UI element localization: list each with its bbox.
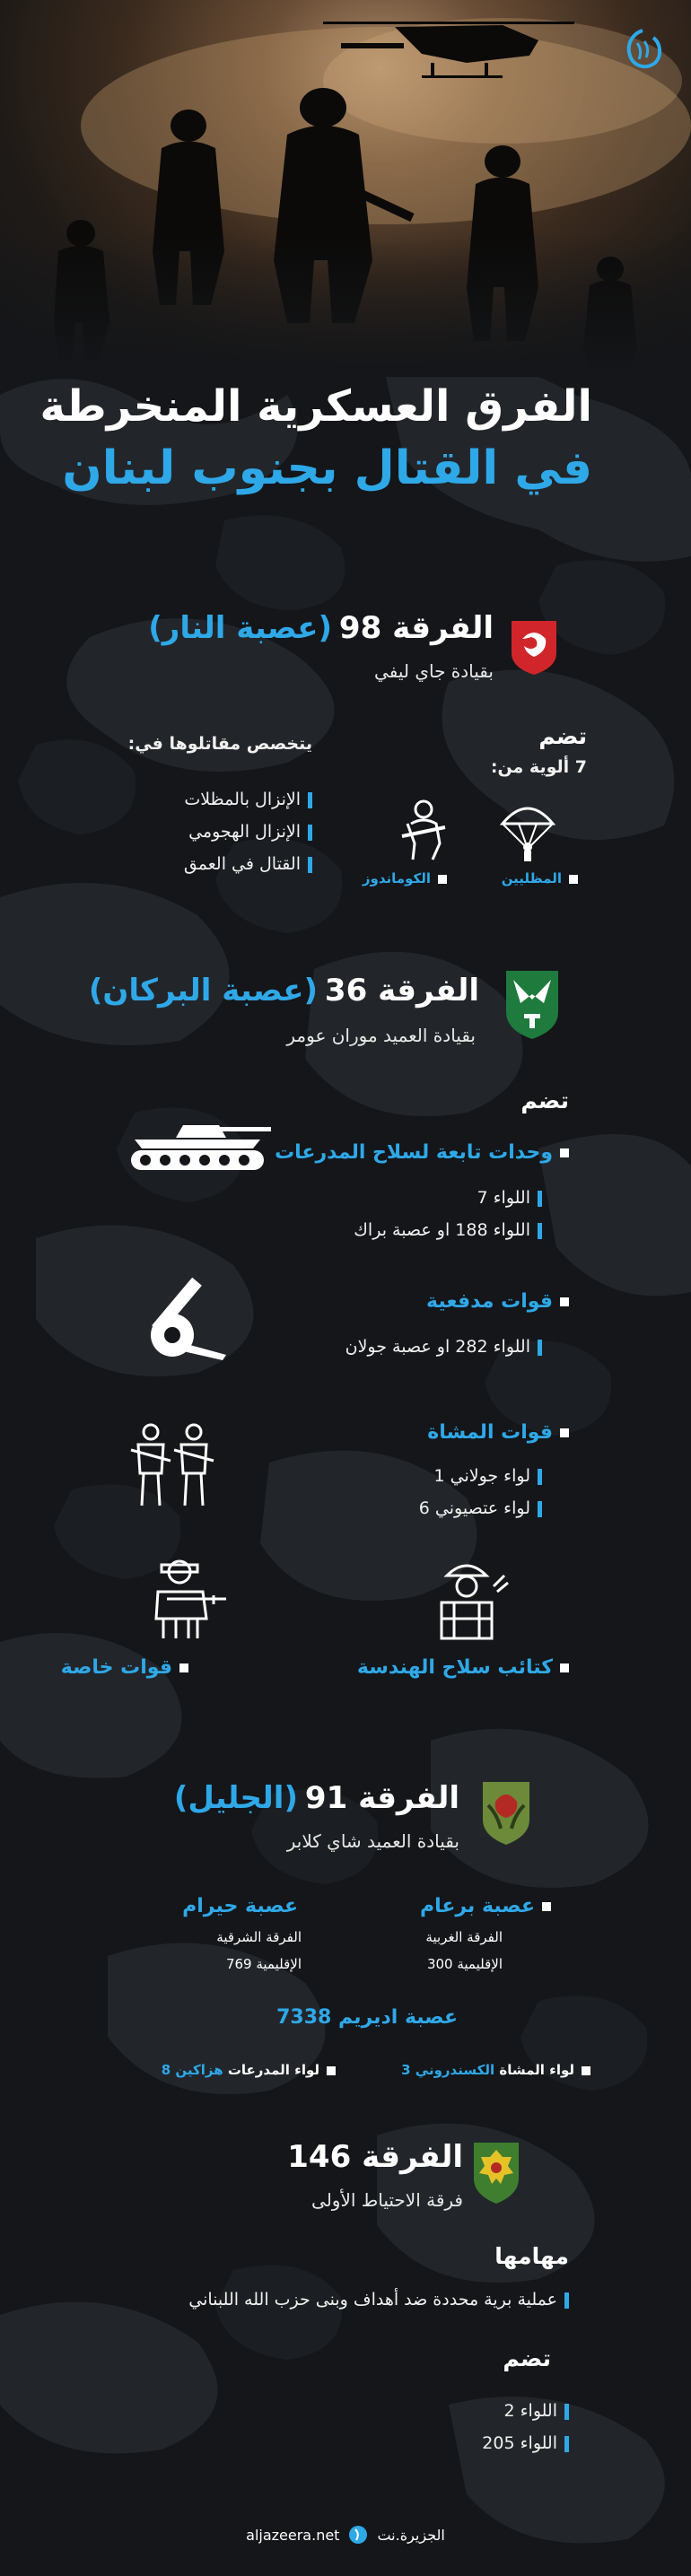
division-36-badge-icon [503,967,562,1041]
division-36-armor-label: وحدات تابعة لسلاح المدرعات [275,1141,569,1164]
division-36-armor-item-1: اللواء 7 [477,1188,542,1208]
page-title-line1: الفرق العسكرية المنخرطة [39,381,592,432]
division-36-name: الفرقة 36 [324,973,479,1009]
division-91-baram-title: عصبة برعام [420,1895,551,1917]
division-98-specialty-label: يتخصص مقاتلوها في: [127,734,312,754]
division-36-engineering-label: كتائب سلاح الهندسة [357,1656,569,1679]
division-98-nickname: (عصبة النار) [148,610,332,646]
division-98-unit-commando: الكوماندوز [363,870,447,886]
division-146-includes-label: تضم [503,2345,551,2371]
division-98-unit-paratroopers: المظليين [502,870,578,886]
division-36-artillery-label: قوات مدفعية [426,1290,569,1313]
engineering-soldier-icon [422,1556,512,1642]
division-36-infantry-label: قوات المشاة [427,1421,569,1444]
division-98-badge-icon [508,617,560,677]
footer-logo-icon [348,2525,368,2545]
division-36-infantry-item-1: لواء جولاني 1 [433,1466,542,1486]
division-36-includes-label: تضم [520,1087,569,1113]
tank-icon [126,1113,273,1174]
division-91-adirim: عصبة اديريم 7338 [276,2006,458,2029]
division-91-baram-line1: الفرقة الغربية [425,1929,503,1945]
division-36-armor-item-2: اللواء 188 او عصبة براك [354,1220,542,1240]
division-91-armor-brigade: لواء المدرعات هزاكين 8 [162,2062,336,2078]
division-91-nickname: (الجليل) [173,1780,298,1816]
commando-icon [395,797,452,861]
division-98-specialty-3: القتال في العمق [184,854,312,874]
division-146-subtitle: فرقة الاحتياط الأولى [311,2189,463,2211]
division-98-specialty-2: الإنزال الهجومي [188,822,312,842]
division-91-name: الفرقة 91 [304,1780,459,1816]
division-146-item-2: اللواء 205 [482,2433,569,2453]
parachute-icon [499,799,556,863]
division-36-infantry-item-2: لواء عتصيوني 6 [419,1498,542,1518]
page-title-line2: في القتال بجنوب لبنان [62,441,592,495]
artillery-cannon-icon [144,1265,230,1364]
footer-site-arabic[interactable]: الجزيرة.نت [377,2526,445,2544]
division-36-commander: بقيادة العميد موران عومر [286,1025,476,1046]
division-98-commander: بقيادة جاي ليفي [374,660,494,682]
division-98-brigades-count: 7 ألوية من: [490,757,587,777]
al-jazeera-logo-icon [619,27,666,74]
division-98-includes-label: تضم [538,723,587,749]
division-91-hiram-line2: الإقليمية 769 [225,1956,302,1972]
division-36-special-forces-label: قوات خاصة [61,1656,188,1679]
division-36-nickname: (عصبة البركان) [88,973,318,1009]
division-91-baram-line2: الإقليمية 300 [426,1956,503,1972]
footer [224,2521,467,2548]
division-146-item-1: اللواء 2 [503,2401,569,2421]
division-36-artillery-item-1: اللواء 282 او عصبة جولان [346,1337,542,1357]
division-146-task: عملية برية محددة ضد أهداف وبنى حزب الله اللبناني [188,2290,569,2310]
division-146-name: الفرقة 146 [287,2139,463,2175]
division-91-commander: بقيادة العميد شاي كلابر [286,1830,459,1852]
division-91-hiram-line1: الفرقة الشرقية [216,1929,302,1945]
hero-image [0,0,691,377]
footer-site-latin[interactable]: aljazeera.net [246,2526,340,2544]
hero-fade [0,233,691,377]
camouflage-background [0,341,691,2576]
division-146-badge-icon [470,2139,522,2205]
division-146-tasks-label: مهامها [494,2243,569,2269]
infantry-soldiers-icon [126,1419,219,1509]
division-98-specialty-1: الإنزال بالمظلات [184,790,312,809]
special-forces-icon [140,1556,230,1642]
division-98-name: الفرقة 98 [338,610,494,646]
division-91-hiram-title: عصبة حيرام [182,1895,298,1917]
division-91-infantry-brigade: لواء المشاة الكسندروني 3 [401,2062,590,2078]
division-91-badge-icon [479,1778,533,1847]
